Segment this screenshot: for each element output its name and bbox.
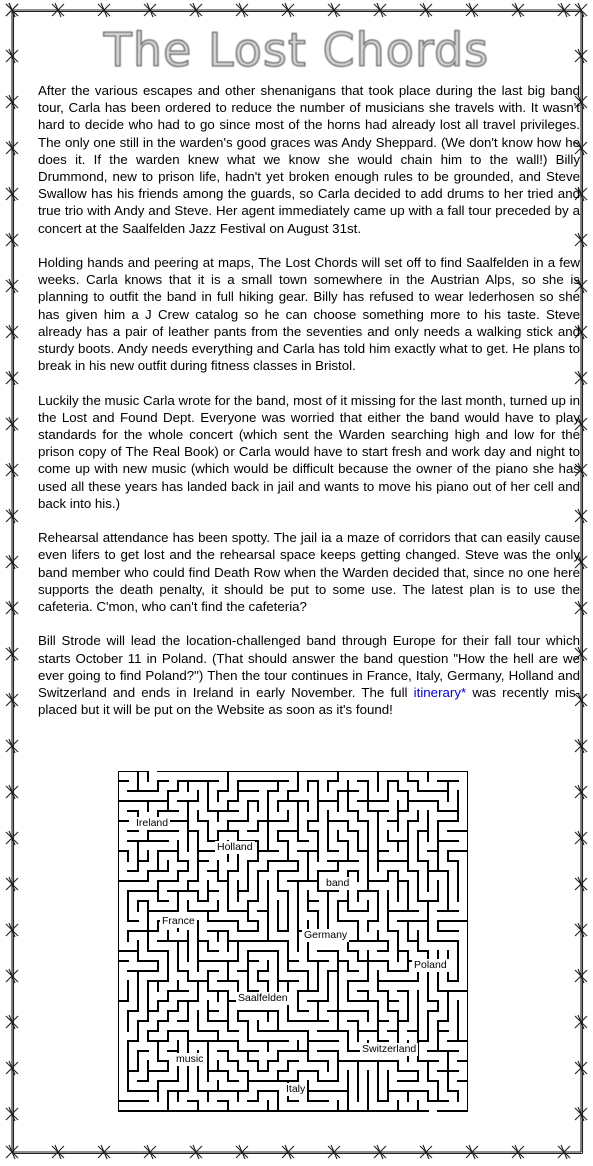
- itinerary-link[interactable]: itinerary*: [413, 685, 467, 701]
- maze-label-music: music: [176, 1053, 204, 1065]
- maze-label-france: France: [162, 915, 195, 927]
- maze-illustration: [118, 771, 468, 1116]
- paragraph-4: Rehearsal attendance has been spotty. The jail ia a maze of corridors that can easily cause even lifers to get lost and the rehearsal space keeps getting changed. Steve was the only band member who could find Death Row when the Warden decided that, since no one here supports the death penalty, it should be put to some use. The latest plan is to use the cafeteria. C'mon, who can't find the cafeteria?: [38, 530, 580, 615]
- paragraph-5: [38, 632, 580, 718]
- maze-label-saalfelden: Saalfelden: [238, 992, 288, 1004]
- maze-label-switzerland: Switzerland: [362, 1043, 417, 1055]
- article-body: [38, 82, 580, 736]
- maze-label-holland: Holland: [217, 841, 253, 853]
- paragraph-5-text-b: was recently mis-placed but it will be put on the Website as soon as it's found!: [38, 685, 580, 718]
- paragraph-2: Holding hands and peering at maps, The Lost Chords will set off to find Saalfelden in a few weeks. Carla knows that it is a small town somewhere in the Austrian Alps, so she is planning to outfit the band in full hiking gear. Billy has refused to wear lederhosen so she has given him a J Crew catalog so he can choose something more to his taste. Steve already has a pair of leather pants from the seventies and only needs a walking stick and sturdy boots. Andy needs everything and Carla has told him exactly what to get. He plans to break in his new outfit during fitness classes in Bristol.: [38, 255, 580, 374]
- maze-drawing: [118, 771, 468, 1116]
- maze-label-germany: Germany: [304, 929, 348, 941]
- page-title: The Lost Chords: [103, 23, 490, 77]
- maze-label-poland: Poland: [414, 959, 447, 971]
- maze-label-italy: Italy: [286, 1083, 306, 1095]
- paragraph-1: After the various escapes and other shenanigans that took place during the last big band tour, Carla has been ordered to reduce the number of musicians she travels with. It wasn't hard to decide who had to go since most of the horns had already lost all travel privileges. The only one still in the warden's good graces was Andy Sheppard. (We don't know how he does it. If the warden knew what we know she would chain him to the wall!) Billy Drummond, new to prison life, hadn't yet broken enough rules to be grounded, and Steve Swallow has his friends among the guards, so Carla decided to add drums to her tried and true trio with Andy and Steve. Her agent immediately came up with a fall tour preceded by a concert at the Saalfelden Jazz Festival on August 31st.: [38, 83, 580, 236]
- paragraph-5-text-a: Bill Strode will lead the location-challenged band through Europe for their fall tour which starts October 11 in Poland. (That should answer the band question "How the hell are we ever going to find Poland?") Then the tour continues in France, Italy, Germany, Holland and Switzerland and ends in Ireland in early November. The full: [38, 633, 580, 701]
- maze-label-ireland: Ireland: [136, 817, 169, 829]
- maze-label-band: band: [326, 877, 350, 889]
- paragraph-3: Luckily the music Carla wrote for the band, most of it missing for the last month, turned up in the Lost and Found Dept. Everyone was worried that either the band would have to play standards for the whole concert (which sent the Warden searching high and low for the prison copy of The Real Book) or Carla would have to start fresh and work day and night to come up with new music (which would be difficult because the owner of the piano she has used all these years has landed back in jail and wants to move his piano out of her cell and back into his.): [38, 392, 580, 511]
